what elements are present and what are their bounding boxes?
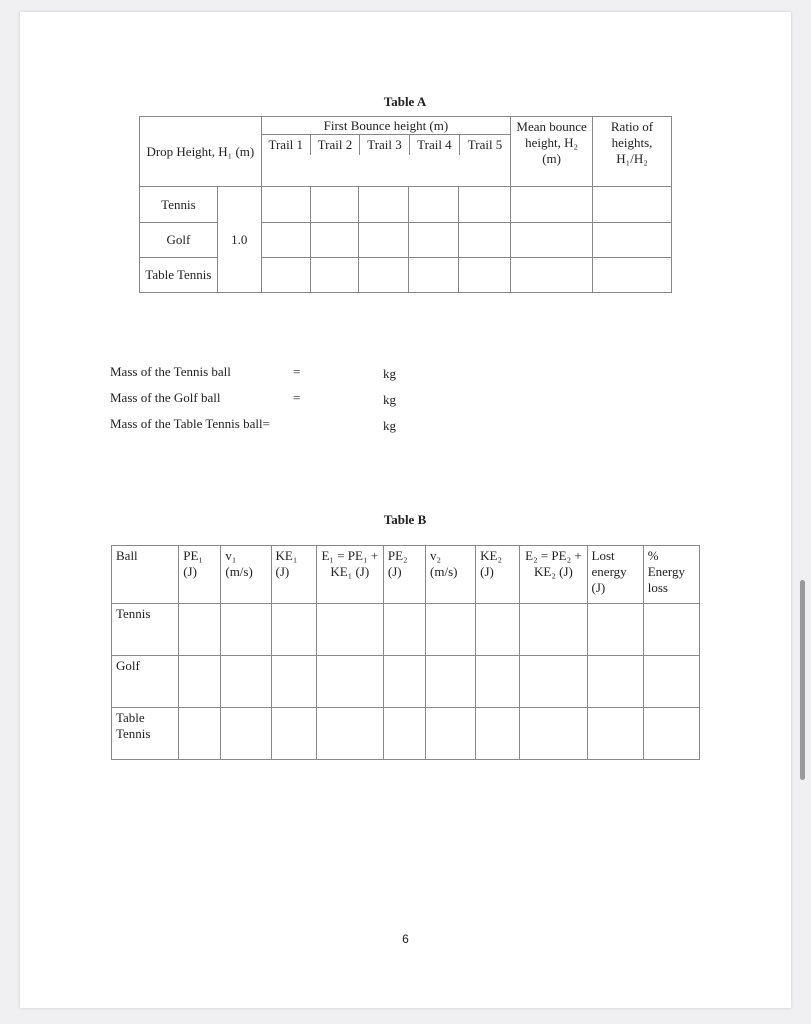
header-ke1: KE₁ (J) — [271, 546, 316, 604]
header-first-bounce — [261, 117, 511, 187]
cell[interactable] — [310, 258, 359, 293]
cell[interactable] — [587, 656, 643, 708]
cell[interactable] — [359, 187, 409, 223]
cell[interactable] — [179, 656, 221, 708]
mass-table-tennis-label: Mass of the Table Tennis ball= — [110, 416, 270, 431]
cell[interactable] — [310, 223, 359, 258]
cell[interactable] — [179, 708, 221, 760]
cell[interactable] — [476, 708, 520, 760]
header-trial-1: Trail 1 — [262, 135, 311, 155]
header-ke2: KE₂ (J) — [476, 546, 520, 604]
cell[interactable] — [316, 656, 383, 708]
cell[interactable] — [316, 708, 383, 760]
cell[interactable] — [383, 656, 425, 708]
header-lost-energy: Lost energy (J) — [587, 546, 643, 604]
header-e1: E₁ = PE₁ + KE₁ (J) — [316, 546, 383, 604]
header-e2: E₂ = PE₂ + KE₂ (J) — [520, 546, 587, 604]
table-a-title: Table A — [383, 94, 427, 109]
cell[interactable] — [271, 708, 316, 760]
header-v2: v₂ (m/s) — [426, 546, 476, 604]
table-b — [111, 545, 700, 760]
cell[interactable] — [383, 604, 425, 656]
header-trial-5: Trail 5 — [467, 137, 503, 152]
cell[interactable] — [261, 223, 310, 258]
row-label-table-tennis: Table Tennis — [112, 708, 179, 760]
cell[interactable] — [409, 187, 459, 223]
mass-tennis-label: Mass of the Tennis ball — [110, 364, 231, 379]
cell[interactable] — [643, 708, 699, 760]
cell[interactable] — [593, 258, 672, 293]
cell[interactable] — [459, 187, 511, 223]
cell[interactable] — [520, 708, 587, 760]
cell[interactable] — [221, 656, 271, 708]
cell[interactable] — [179, 604, 221, 656]
row-label-table-tennis: Table Tennis — [140, 258, 218, 293]
drop-height-value: 1.0 — [217, 187, 261, 293]
page-number: 6 — [402, 932, 409, 946]
row-label-tennis: Tennis — [112, 604, 179, 656]
header-v1: v₁ (m/s) — [221, 546, 271, 604]
cell[interactable] — [511, 187, 593, 223]
table-a — [139, 116, 672, 293]
row-label-golf: Golf — [140, 223, 218, 258]
row-label-golf: Golf — [112, 656, 179, 708]
cell[interactable] — [221, 604, 271, 656]
mass-golf-eq: = — [293, 390, 301, 405]
cell[interactable] — [221, 708, 271, 760]
cell[interactable] — [593, 223, 672, 258]
mass-golf-unit: kg — [383, 392, 396, 407]
cell[interactable] — [261, 258, 310, 293]
header-percent-energy-loss: % Energy loss — [643, 546, 699, 604]
cell[interactable] — [511, 223, 593, 258]
cell[interactable] — [587, 604, 643, 656]
cell[interactable] — [643, 604, 699, 656]
header-trial-3: Trail 3 — [360, 135, 410, 155]
scrollbar[interactable] — [800, 580, 805, 780]
cell[interactable] — [459, 258, 511, 293]
cell[interactable] — [587, 708, 643, 760]
header-ball: Ball — [112, 546, 179, 604]
cell[interactable] — [426, 604, 476, 656]
cell[interactable] — [271, 656, 316, 708]
cell[interactable] — [459, 223, 511, 258]
cell[interactable] — [409, 258, 459, 293]
header-trial-2: Trail 2 — [310, 135, 359, 155]
cell[interactable] — [593, 187, 672, 223]
row-label-tennis: Tennis — [140, 187, 218, 223]
cell[interactable] — [643, 656, 699, 708]
cell[interactable] — [359, 223, 409, 258]
cell[interactable] — [383, 708, 425, 760]
cell[interactable] — [426, 656, 476, 708]
cell[interactable] — [359, 258, 409, 293]
cell[interactable] — [520, 604, 587, 656]
cell[interactable] — [511, 258, 593, 293]
mass-tennis-eq: = — [293, 364, 301, 379]
cell[interactable] — [316, 604, 383, 656]
cell[interactable] — [476, 604, 520, 656]
cell[interactable] — [310, 187, 359, 223]
header-drop-height — [140, 117, 262, 187]
cell[interactable] — [271, 604, 316, 656]
mass-golf-label: Mass of the Golf ball — [110, 390, 221, 405]
header-ratio: Ratio of heights, H₁/H₂ — [593, 117, 672, 187]
header-trial-4: Trail 4 — [409, 135, 459, 155]
mass-tennis-unit: kg — [383, 366, 396, 381]
cell[interactable] — [520, 656, 587, 708]
table-b-title: Table B — [383, 512, 427, 527]
cell[interactable] — [409, 223, 459, 258]
mass-table-tennis-unit: kg — [383, 418, 396, 433]
header-drop-height-label: Drop Height, H₁ (m) — [146, 143, 255, 159]
cell[interactable] — [261, 187, 310, 223]
header-pe2: PE₂ (J) — [383, 546, 425, 604]
cell[interactable] — [426, 708, 476, 760]
header-mean-bounce: Mean bounce height, H₂ (m) — [511, 117, 593, 187]
header-pe1: PE₁ (J) — [179, 546, 221, 604]
first-bounce-label: First Bounce height (m) — [262, 117, 511, 135]
cell[interactable] — [476, 656, 520, 708]
